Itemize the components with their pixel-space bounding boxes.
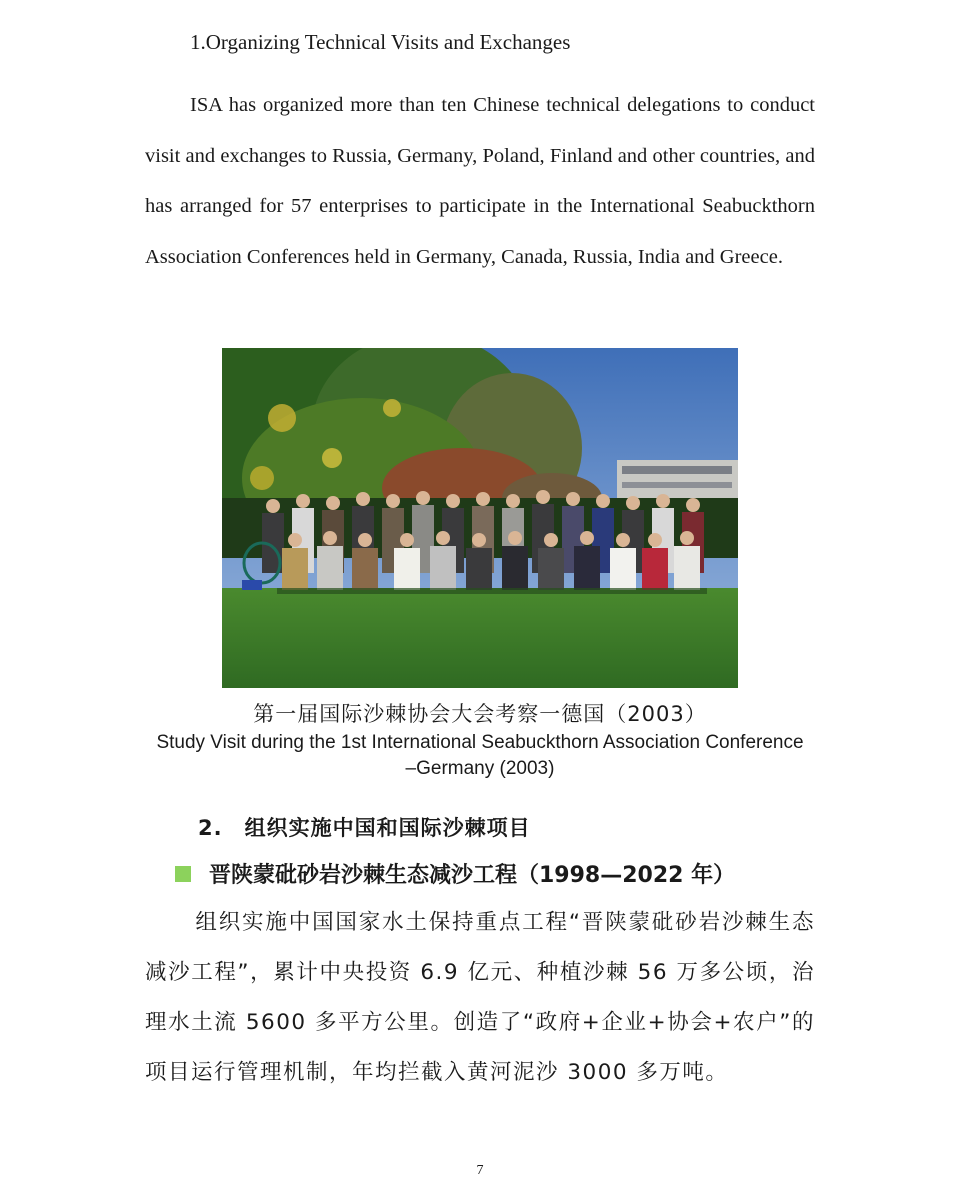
section-2-paragraph xyxy=(145,898,815,1098)
figure-caption-english-line-2: –Germany (2003) xyxy=(405,758,555,779)
project-bullet-title: 晋陕蒙砒砂岩沙棘生态减沙工程（1998—2022 年） xyxy=(209,863,736,888)
section-2-heading xyxy=(198,812,531,842)
section-2-paragraph-text: 组织实施中国国家水土保持重点工程“晋陕蒙砒砂岩沙棘生态减沙工程”，累计中央投资 6.9 亿元、种植沙棘 56 万多公顷，治理水土流 5600 多平方公里。创造了“政府+企业+协会+农户”的项目运行管理机制，年均拦截入黄河泥沙 3000 多万吨。 xyxy=(145,910,815,1085)
section-2-title: 组织实施中国和国际沙棘项目 xyxy=(244,816,531,840)
section-1-heading: 1.Organizing Technical Visits and Exchanges xyxy=(190,30,571,54)
figure-caption-english-line-1: Study Visit during the 1st International Seabuckthorn Association Conference xyxy=(156,732,804,753)
group-photo xyxy=(222,348,738,688)
section-1-paragraph xyxy=(145,80,815,282)
figure-caption-english xyxy=(0,730,960,782)
project-bullet xyxy=(175,858,735,889)
figure-caption-chinese: 第一届国际沙棘协会大会考察一德国（2003） xyxy=(253,702,707,726)
section-2-number: 2. xyxy=(198,816,223,840)
section-1-paragraph-text: ISA has organized more than ten Chinese technical delegations to conduct visit and exchanges to Russia, Germany, Poland, Finland and other countries, and has arranged for 57 enterprises to participate in the International Seabuckthorn Association Conferences held in Germany, Canada, Russia, India and Greece. xyxy=(145,94,815,268)
green-square-bullet-icon xyxy=(175,866,191,882)
page-number: 7 xyxy=(476,1163,484,1178)
